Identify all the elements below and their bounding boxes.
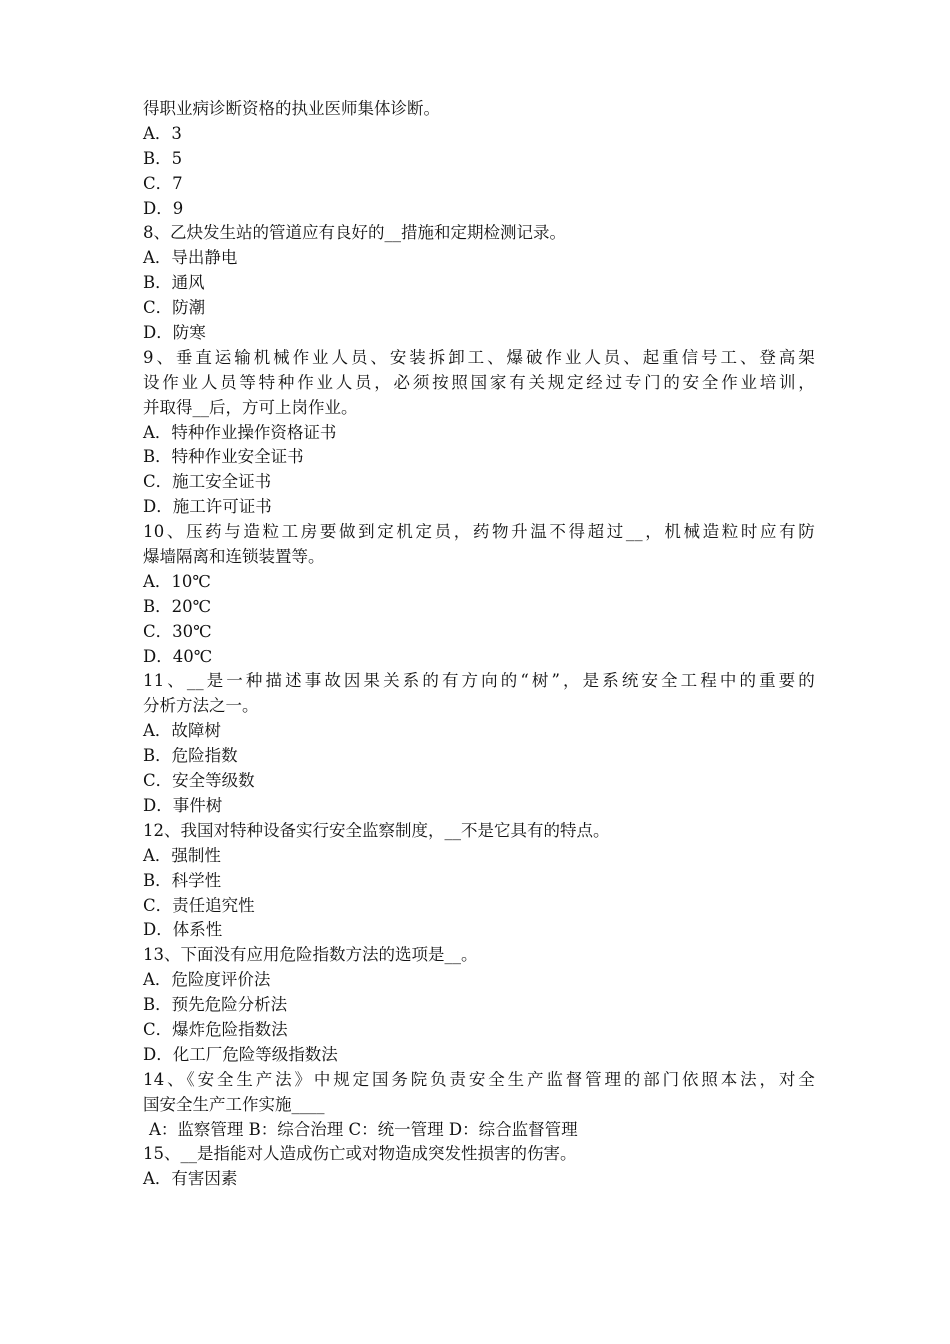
option-c: C．防潮 <box>143 298 206 318</box>
option-c: C．30℃ <box>143 621 212 641</box>
option-b: B．通风 <box>143 273 205 293</box>
option-c: C．安全等级数 <box>143 771 255 791</box>
question-12: 12、我国对特种设备实行安全监察制度，__不是它具有的特点。 <box>143 820 610 840</box>
option-b: B．预先危险分析法 <box>143 995 288 1015</box>
option-c: C．施工安全证书 <box>143 472 272 492</box>
option-c: C．7 <box>143 173 183 193</box>
option-b: B．危险指数 <box>143 746 238 766</box>
question-10-line-1: 10、压药与造粒工房要做到定机定员，药物升温不得超过__，机械造粒时应有防 <box>143 522 815 542</box>
option-d: D．40℃ <box>143 646 213 666</box>
question-9-line-3: 并取得__后，方可上岗作业。 <box>143 397 358 417</box>
option-d: D．9 <box>143 198 184 218</box>
option-a: A．危险度评价法 <box>143 970 271 990</box>
question-8: 8、乙炔发生站的管道应有良好的__措施和定期检测记录。 <box>143 223 566 243</box>
question-15: 15、__是指能对人造成伤亡或对物造成突发性损害的伤害。 <box>143 1144 577 1164</box>
text-line: 得职业病诊断资格的执业医师集体诊断。 <box>143 99 440 118</box>
option-a: A．有害因素 <box>143 1169 238 1189</box>
question-10-line-2: 爆墙隔离和连锁装置等。 <box>143 547 325 567</box>
option-a: A．导出静电 <box>143 248 238 268</box>
option-c: C．爆炸危险指数法 <box>143 1019 288 1039</box>
question-11-line-1: 11、__是一种描述事故因果关系的有方向的“树”，是系统安全工程中的重要的 <box>143 671 815 691</box>
option-d: D．防寒 <box>143 323 206 343</box>
question-14-options: A：监察管理 B：综合治理 C：统一管理 D：综合监督管理 <box>149 1119 578 1139</box>
question-9-line-2: 设作业人员等特种作业人员，必须按照国家有关规定经过专门的安全作业培训， <box>143 372 815 392</box>
option-a: A．强制性 <box>143 845 221 865</box>
option-d: D．体系性 <box>143 920 223 940</box>
document-page <box>143 97 815 1192</box>
option-b: B．20℃ <box>143 596 212 616</box>
option-b: B．特种作业安全证书 <box>143 447 304 467</box>
option-b: B．5 <box>143 148 183 168</box>
option-d: D．化工厂危险等级指数法 <box>143 1044 338 1064</box>
question-13: 13、下面没有应用危险指数方法的选项是__。 <box>143 945 478 965</box>
question-11-line-2: 分析方法之一。 <box>143 696 259 716</box>
option-a: A．故障树 <box>143 721 221 741</box>
option-d: D．施工许可证书 <box>143 497 272 517</box>
question-14-line-2: 国安全生产工作实施____ <box>143 1094 325 1114</box>
option-a: A．特种作业操作资格证书 <box>143 422 337 442</box>
option-a: A．3 <box>143 123 182 143</box>
option-d: D．事件树 <box>143 795 223 815</box>
question-9-line-1: 9、垂直运输机械作业人员、安装拆卸工、爆破作业人员、起重信号工、登高架 <box>143 347 815 367</box>
option-c: C．责任追究性 <box>143 895 255 915</box>
option-b: B．科学性 <box>143 870 222 890</box>
question-14-line-1: 14、《安全生产法》中规定国务院负责安全生产监督管理的部门依照本法，对全 <box>143 1069 815 1089</box>
option-a: A．10℃ <box>143 571 211 591</box>
